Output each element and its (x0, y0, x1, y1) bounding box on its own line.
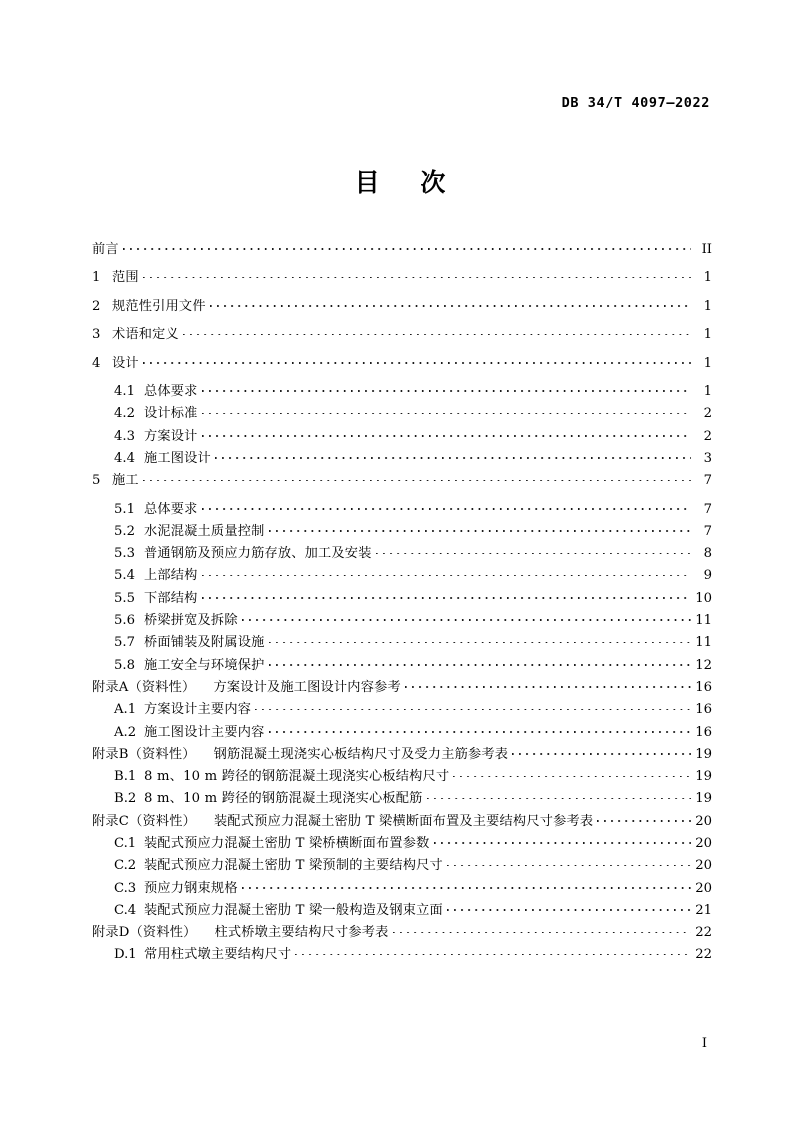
toc-entry[interactable] (92, 404, 712, 420)
toc-entry-label (92, 859, 443, 872)
toc-page-number: 19 (695, 746, 712, 762)
toc-entry[interactable] (92, 268, 712, 284)
toc-entry[interactable] (92, 901, 712, 917)
toc-entry-label (92, 636, 265, 649)
toc-entry[interactable] (92, 589, 712, 605)
toc-entry-label (92, 243, 119, 256)
toc-dot-leader (202, 404, 691, 417)
toc-entry-number: 5 (92, 473, 101, 489)
toc-entry-label (92, 430, 198, 443)
toc-page-number: 2 (703, 428, 712, 444)
toc-entry-text: 普通钢筋及预应力筋存放、加工及安装 (144, 546, 372, 562)
toc-entry-label (92, 748, 508, 761)
toc-entry-number: 1 (92, 270, 101, 286)
toc-page-number: 19 (695, 769, 712, 785)
toc-dot-leader (597, 812, 691, 825)
toc-entry-label (92, 357, 139, 370)
toc-dot-leader (215, 449, 691, 462)
toc-page-number: 16 (695, 679, 712, 695)
toc-page-number: 1 (703, 270, 712, 286)
toc-page-number: 7 (703, 473, 712, 489)
toc-entry-number: 5.3 (114, 546, 135, 562)
toc-entry[interactable] (92, 471, 712, 487)
toc-entry[interactable] (92, 767, 712, 783)
toc-entry[interactable] (92, 500, 712, 516)
toc-page-number: 1 (703, 327, 712, 343)
toc-dot-leader (269, 723, 692, 736)
toc-dot-leader (143, 268, 691, 281)
toc-page-number: 20 (695, 880, 712, 896)
toc-entry-label (92, 474, 139, 487)
toc-entry-number: B.1 (114, 769, 137, 785)
toc-entry[interactable] (92, 240, 712, 256)
toc-entry-label (92, 770, 449, 783)
toc-entry-label (92, 592, 198, 605)
toc-entry-label (92, 904, 443, 917)
toc-page-number: 11 (695, 613, 712, 629)
toc-entry-number: 5.8 (114, 657, 135, 673)
toc-entry-number: 5.4 (114, 568, 135, 584)
toc-entry-number: C.2 (114, 858, 137, 874)
toc-entry-text: 方案设计主要内容 (144, 702, 252, 718)
toc-entry-text: 常用柱式墩主要结构尺寸 (144, 947, 292, 963)
toc-entry-number: C.3 (114, 880, 137, 896)
toc-entry-text: 术语和定义 (112, 327, 179, 343)
toc-entry-label (92, 614, 238, 627)
toc-entry-label (92, 948, 291, 961)
toc-entry-text: 前言 (92, 242, 119, 257)
standard-number-header: DB 34/T 4097—2022 (561, 95, 710, 111)
toc-dot-leader (269, 656, 692, 669)
toc-page-number: 1 (703, 355, 712, 371)
toc-entry-text: 装配式预应力混凝土密肋 T 梁桥横断面布置参数 (144, 835, 430, 851)
toc-entry-label (92, 659, 265, 672)
toc-entry[interactable] (92, 325, 712, 341)
toc-entry-label (92, 547, 372, 560)
toc-dot-leader (123, 240, 691, 253)
toc-entry[interactable] (92, 427, 712, 443)
toc-page-number: 20 (695, 835, 712, 851)
toc-entry[interactable] (92, 923, 712, 939)
toc-entry-number: C.4 (114, 902, 137, 918)
toc-dot-leader (393, 923, 691, 936)
toc-entry-number: 2 (92, 298, 101, 314)
toc-entry[interactable] (92, 789, 712, 805)
toc-entry[interactable] (92, 834, 712, 850)
toc-dot-leader (242, 611, 691, 624)
toc-entry-text: 施工 (112, 473, 139, 489)
toc-entry-number: 4.1 (114, 383, 135, 399)
toc-entry-text: 预应力钢束规格 (144, 880, 238, 896)
toc-entry[interactable] (92, 382, 712, 398)
toc-entry[interactable] (92, 297, 712, 313)
toc-entry-label (92, 837, 430, 850)
toc-entry-text: 总体要求 (144, 383, 198, 399)
toc-dot-leader (210, 297, 691, 310)
toc-entry-number: 5.1 (114, 501, 135, 517)
toc-entry-number: C.1 (114, 835, 137, 851)
toc-dot-leader (434, 834, 691, 847)
toc-entry-number: 5.2 (114, 523, 135, 539)
toc-dot-leader (269, 522, 692, 535)
table-of-contents (92, 240, 712, 962)
toc-entry-text: 设计标准 (144, 406, 198, 422)
toc-page-number: 1 (703, 383, 712, 399)
toc-entry-label (92, 271, 139, 284)
toc-entry[interactable] (92, 745, 712, 761)
toc-entry-text: 柱式桥墩主要结构尺寸参考表 (214, 925, 389, 941)
toc-page-number: 7 (703, 501, 712, 517)
toc-page-number: 3 (703, 450, 712, 466)
toc-page-number: 7 (703, 523, 712, 539)
toc-entry-text: 装配式预应力混凝土密肋 T 梁横断面布置及主要结构尺寸参考表 (214, 813, 594, 829)
toc-dot-leader (202, 500, 691, 513)
toc-entry[interactable] (92, 812, 712, 828)
toc-page-number: 20 (695, 813, 712, 829)
toc-page-number: 21 (695, 902, 712, 918)
toc-entry-text: 8 m、10 m 跨径的钢筋混凝土现浇实心板配筋 (144, 791, 423, 807)
toc-page-number: 8 (703, 546, 712, 562)
toc-entry-number: D.1 (114, 947, 137, 963)
toc-dot-leader (269, 633, 692, 646)
toc-entry-label (92, 703, 251, 716)
toc-dot-leader (143, 471, 691, 484)
toc-dot-leader (242, 879, 691, 892)
toc-entry-text: 下部结构 (144, 590, 198, 606)
toc-dot-leader (295, 945, 691, 958)
toc-entry-number: 4.4 (114, 450, 135, 466)
toc-entry-text: 范围 (112, 270, 139, 286)
toc-entry-number: 4.2 (114, 406, 135, 422)
toc-entry-label (92, 525, 265, 538)
toc-entry-text: 方案设计 (144, 428, 198, 444)
toc-entry-number: 5.5 (114, 590, 135, 606)
toc-entry[interactable] (92, 723, 712, 739)
toc-dot-leader (202, 382, 691, 395)
toc-entry-text: 桥梁拼宽及拆除 (144, 613, 238, 629)
toc-entry-label (92, 882, 238, 895)
toc-entry-text: 水泥混凝土质量控制 (144, 523, 265, 539)
toc-entry-label (92, 407, 198, 420)
toc-entry-text: 施工图设计主要内容 (144, 724, 265, 740)
toc-dot-leader (202, 566, 691, 579)
toc-entry-number: B.2 (114, 791, 137, 807)
toc-entry-text: 施工安全与环境保护 (144, 657, 265, 673)
toc-entry[interactable] (92, 856, 712, 872)
toc-entry-label (92, 815, 593, 828)
toc-entry-text: 规范性引用文件 (112, 298, 206, 314)
toc-entry-number: A.1 (114, 702, 137, 718)
toc-dot-leader (453, 767, 691, 780)
toc-entry-label (92, 452, 211, 465)
toc-entry-number: 4 (92, 355, 101, 371)
toc-entry-label (92, 569, 198, 582)
toc-entry-text: 设计 (112, 355, 139, 371)
toc-entry[interactable] (92, 566, 712, 582)
toc-dot-leader (202, 589, 691, 602)
toc-entry-number: 5.7 (114, 635, 135, 651)
toc-entry[interactable] (92, 879, 712, 895)
toc-entry[interactable] (92, 945, 712, 961)
toc-entry-text: 装配式预应力混凝土密肋 T 梁预制的主要结构尺寸 (144, 858, 443, 874)
toc-entry-label (92, 503, 198, 516)
page-title: 目 次 (354, 168, 462, 197)
toc-appendix-head: 附录D（资料性） (92, 925, 197, 941)
toc-entry[interactable] (92, 700, 712, 716)
toc-entry-label (92, 792, 423, 805)
toc-page-number: 19 (695, 791, 712, 807)
toc-entry[interactable] (92, 633, 712, 649)
toc-appendix-head: 附录A（资料性） (92, 679, 196, 695)
toc-entry-text: 施工图设计 (144, 450, 211, 466)
toc-page-number: 9 (703, 568, 712, 584)
toc-entry[interactable] (92, 544, 712, 560)
toc-entry-number: 3 (92, 327, 101, 343)
toc-entry-label (92, 328, 179, 341)
toc-page-number: 22 (695, 947, 712, 963)
toc-dot-leader (427, 789, 691, 802)
toc-page-number: 11 (695, 635, 712, 651)
toc-dot-leader (447, 901, 691, 914)
toc-entry-label (92, 385, 198, 398)
toc-appendix-head: 附录B（资料性） (92, 746, 196, 762)
toc-entry-text: 桥面铺装及附属设施 (144, 635, 265, 651)
toc-entry-text: 上部结构 (144, 568, 198, 584)
toc-entry[interactable] (92, 611, 712, 627)
toc-page-number: 10 (695, 590, 712, 606)
toc-entry-number: 5.6 (114, 613, 135, 629)
toc-page-number: 16 (695, 702, 712, 718)
toc-entry-label (92, 681, 401, 694)
toc-page-number: 20 (695, 858, 712, 874)
toc-entry-label (92, 726, 265, 739)
toc-entry[interactable] (92, 656, 712, 672)
toc-page-number: II (701, 242, 712, 257)
toc-dot-leader (143, 354, 691, 367)
toc-entry-label (92, 300, 206, 313)
toc-entry-number: 4.3 (114, 428, 135, 444)
toc-page-number: 2 (703, 406, 712, 422)
toc-entry-text: 装配式预应力混凝土密肋 T 梁一般构造及钢束立面 (144, 902, 443, 918)
toc-entry-number: A.2 (114, 724, 137, 740)
toc-dot-leader (255, 700, 691, 713)
toc-entry-text: 总体要求 (144, 501, 198, 517)
toc-dot-leader (183, 325, 691, 338)
toc-appendix-head: 附录C（资料性） (92, 813, 197, 829)
toc-entry[interactable] (92, 678, 712, 694)
toc-dot-leader (447, 856, 691, 869)
toc-dot-leader (405, 678, 691, 691)
toc-entry[interactable] (92, 522, 712, 538)
page-folio: I (701, 1036, 707, 1051)
toc-entry-text: 8 m、10 m 跨径的钢筋混凝土现浇实心板结构尺寸 (144, 769, 450, 785)
toc-dot-leader (376, 544, 691, 557)
toc-dot-leader (512, 745, 691, 758)
toc-entry-text: 方案设计及施工图设计内容参考 (213, 679, 401, 695)
toc-page-number: 16 (695, 724, 712, 740)
toc-dot-leader (202, 427, 691, 440)
toc-entry-label (92, 926, 389, 939)
toc-entry-text: 钢筋混凝土现浇实心板结构尺寸及受力主筋参考表 (213, 746, 509, 762)
toc-page-number: 22 (695, 925, 712, 941)
toc-entry[interactable] (92, 354, 712, 370)
toc-page-number: 12 (695, 657, 712, 673)
toc-page-number: 1 (703, 298, 712, 314)
toc-entry[interactable] (92, 449, 712, 465)
